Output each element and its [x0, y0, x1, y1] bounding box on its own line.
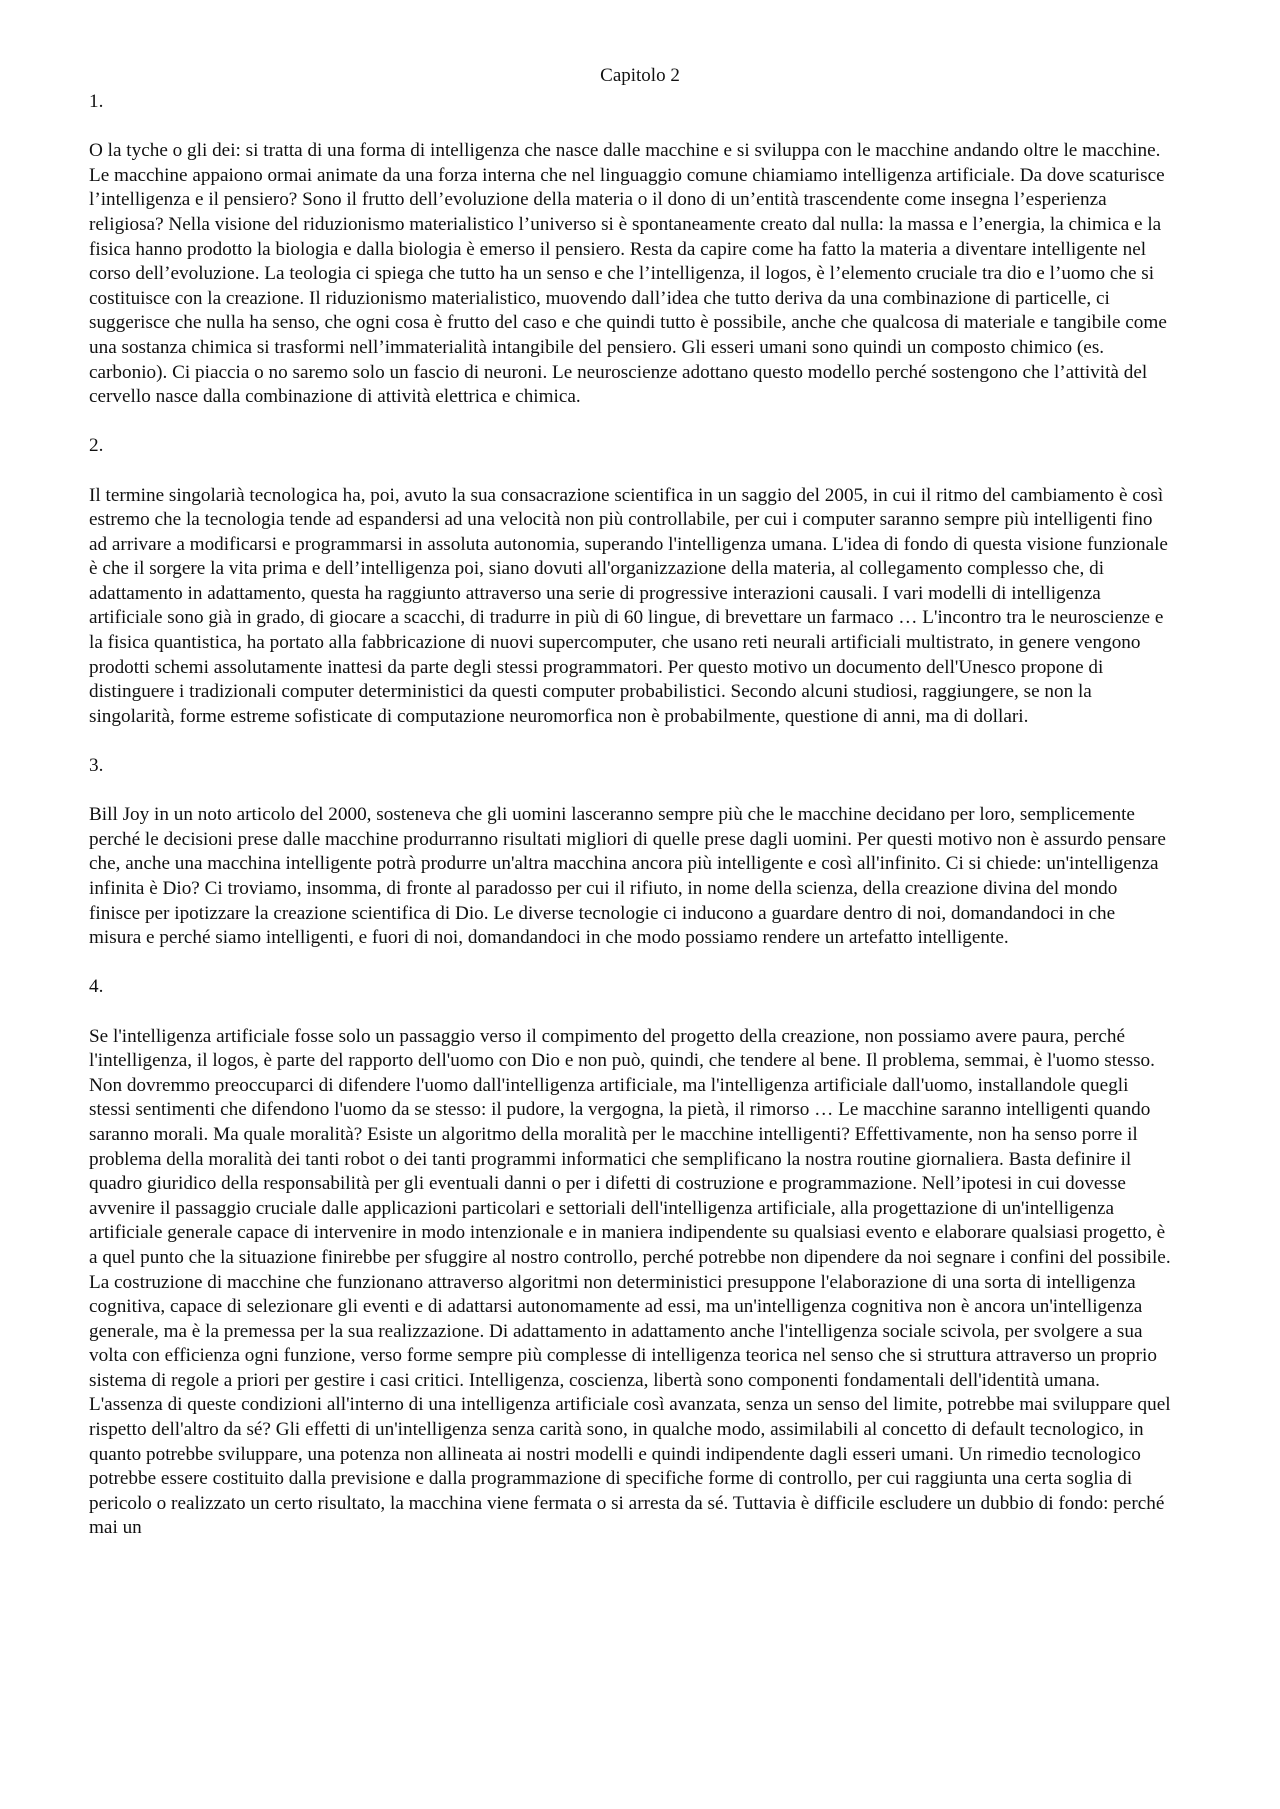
section-3: [89, 754, 1171, 951]
section-paragraph: Se l'intelligenza artificiale fosse solo un passaggio verso il compimento del progetto della creazione, non possiamo avere paura, perché l'intelligenza, il logos, è parte del rapporto dell'uomo con Dio e non può, quindi, che tendere al bene. Il problema, semmai, è l'uomo stesso. Non dovremmo preoccuparci di difendere l'uomo dall'intelligenza artificiale, ma l'intelligenza artificiale dall'uomo, installandole quegli stessi sentimenti che difendono l'uomo da se stesso: il pudore, la vergogna, la pietà, il rimorso … Le macchine saranno intelligenti quando saranno morali. Ma quale moralità? Esiste un algoritmo della moralità per le macchine intelligenti? Effettivamente, non ha senso porre il problema della moralità dei tanti robot o dei tanti programmi informatici che semplificano la nostra routine giornaliera. Basta definire il quadro giuridico della responsabilità per gli eventuali danni o per i difetti di costruzione e programmazione. Nell’ipotesi in cui dovesse avvenire il passaggio cruciale dalle applicazioni particolari e settoriali dell'intelligenza artificiale, alla progettazione di un'intelligenza artificiale generale capace di intervenire in modo intenzionale e in maniera indipendente su qualsiasi evento e elaborare qualsiasi progetto, è a quel punto che la situazione finirebbe per sfuggire al nostro controllo, perché potrebbe non dipendere da noi segnare i confini del possibile. La costruzione di macchine che funzionano attraverso algoritmi non deterministici presuppone l'elaborazione di una sorta di intelligenza cognitiva, capace di selezionare gli eventi e di adattarsi autonomamente ad essi, ma un'intelligenza cognitiva non è ancora un'intelligenza generale, ma è la premessa per la sua realizzazione. Di adattamento in adattamento anche l'intelligenza sociale scivola, per svolgere a sua volta con efficienza ogni funzione, verso forme sempre più complesse di intelligenza teorica nel senso che si struttura attraverso un proprio sistema di regole a priori per gestire i casi critici. Intelligenza, coscienza, libertà sono componenti fondamentali dell'identità umana. L'assenza di queste condizioni all'interno di una intelligenza artificiale così avanzata, senza un senso del limite, potrebbe mai sviluppare quel rispetto dell'altro da sé? Gli effetti di un'intelligenza senza carità sono, in qualche modo, assimilabili al concetto di default tecnologico, in quanto potrebbe sviluppare, una potenza non allineata ai nostri modelli e quindi indipendente dagli esseri umani. Un rimedio tecnologico potrebbe essere costituito dalla previsione e dalla programmazione di specifiche forme di controllo, per cui raggiunta una certa soglia di pericolo o realizzato un certo risultato, la macchina viene fermata o si arresta da sé. Tuttavia è difficile escludere un dubbio di fondo: perché mai un: [89, 1025, 1171, 1539]
section-4: [89, 975, 1171, 1541]
section-paragraph: O la tyche o gli dei: si tratta di una forma di intelligenza che nasce dalle macchine e si sviluppa con le macchine andando oltre le macchine. Le macchine appaiono ormai animate da una forza interna che nel linguaggio comune chiamiamo intelligenza artificiale. Da dove scaturisce l’intelligenza e il pensiero? Sono il frutto dell’evoluzione della materia o il dono di un’entità trascendente come insegna l’esperienza religiosa? Nella visione del riduzionismo materialistico l’universo si è spontaneamente creato dal nulla: la massa e l’energia, la chimica e la fisica hanno prodotto la biologia e dalla biologia è emerso il pensiero. Resta da capire come ha fatto la materia a diventare intelligente nel corso dell’evoluzione. La teologia ci spiega che tutto ha un senso e che l’intelligenza, il logos, è l’elemento cruciale tra dio e l’uomo che si costituisce con la creazione. Il riduzionismo materialistico, muovendo dall’idea che tutto deriva da una combinazione di particelle, ci suggerisce che nulla ha senso, che ogni cosa è frutto del caso e che quindi tutto è possibile, anche che qualcosa di materiale e tangibile come una sostanza chimica si trasformi nell’immaterialità intangibile del pensiero. Gli esseri umani sono quindi un composto chimico (es. carbonio). Ci piaccia o no saremo solo un fascio di neuroni. Le neuroscienze adottano questo modello perché sostengono che l’attività del cervello nasce dalla combinazione di attività elettrica e chimica.: [89, 140, 1167, 408]
document-content: [89, 90, 1171, 1541]
section-paragraph: Il termine singolarià tecnologica ha, poi, avuto la sua consacrazione scientifica in un saggio del 2005, in cui il ritmo del cambiamento è così estremo che la tecnologia tende ad espandersi ad una velocità non più controllabile, per cui i computer saranno sempre più intelligenti fino ad arrivare a modificarsi e programmarsi in assoluta autonomia, superando l'intelligenza umana. L'idea di fondo di questa visione funzionale è che il sorgere la vita prima e dell’intelligenza poi, siano dovuti all'organizzazione della materia, al collegamento complesso che, di adattamento in adattamento, questa ha raggiunto attraverso una serie di progressive interazioni causali. I vari modelli di intelligenza artificiale sono già in grado, di giocare a scacchi, di tradurre in più di 60 lingue, di brevettare un farmaco … L'incontro tra le neuroscienze e la fisica quantistica, ha portato alla fabbricazione di nuovi supercomputer, che usano reti neurali artificiali multistrato, in genere vengono prodotti schemi assolutamente inattesi da parte degli stessi programmatori. Per questo motivo un documento dell'Unesco propone di distinguere i tradizionali computer deterministici da questi computer probabilistici. Secondo alcuni studiosi, raggiungere, se non la singolarità, forme estreme sofisticate di computazione neuromorfica non è probabilmente, questione di anni, ma di dollari.: [89, 484, 1168, 727]
section-number: 4.: [89, 976, 104, 998]
section-paragraph: Bill Joy in un noto articolo del 2000, sosteneva che gli uomini lasceranno sempre più che le macchine decidano per loro, semplicemente perché le decisioni prese dalle macchine produrranno risultati migliori di quelle prese dagli uomini. Per questi motivo non è assurdo pensare che, anche una macchina intelligente potrà produrre un'altra macchina ancora più intelligente e così all'infinito. Ci si chiede: un'intelligenza infinita è Dio? Ci troviamo, insomma, di fronte al paradosso per cui il rifiuto, in nome della scienza, della creazione divina del mondo finisce per ipotizzare la creazione scientifica di Dio. Le diverse tecnologie ci inducono a guardare dentro di noi, domandandoci in che misura e perché siamo intelligenti, e fuori di noi, domandandoci in che modo possiamo rendere un artefatto intelligente.: [89, 804, 1166, 949]
section-2: [89, 434, 1171, 729]
chapter-title: Capitolo 2: [600, 65, 680, 86]
section-1: [89, 90, 1171, 410]
section-number: 2.: [89, 435, 104, 457]
section-number: 1.: [89, 91, 104, 112]
section-number: 3.: [89, 755, 104, 777]
